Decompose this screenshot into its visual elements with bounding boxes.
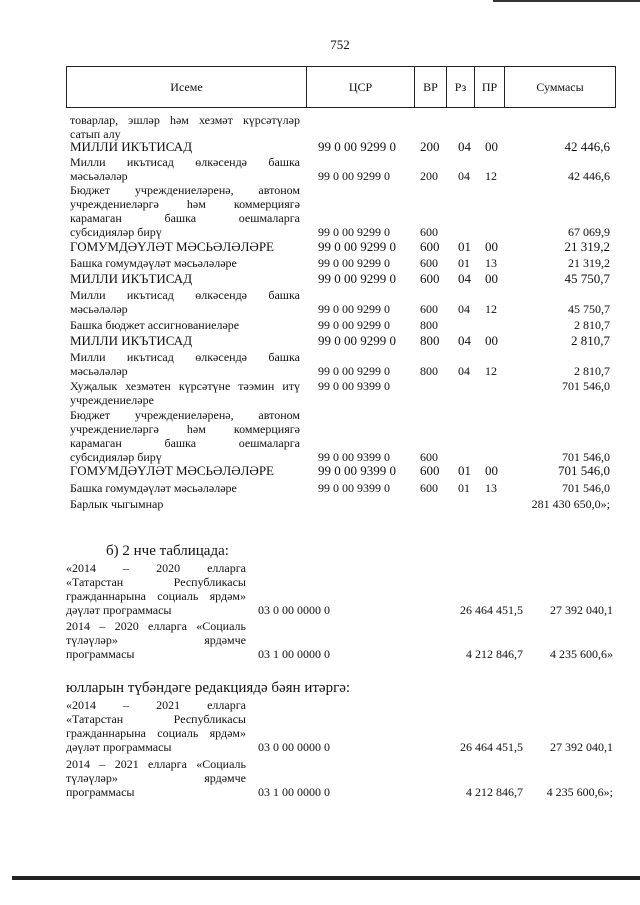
row-sum: 2 810,7 [571, 333, 610, 348]
row-name [70, 497, 300, 511]
row-name-line: Башка бюджет ассигнованиеләре [70, 318, 240, 332]
row-vr: 600 [420, 450, 438, 464]
row-vr: 800 [420, 364, 438, 378]
row-csr: 99 0 00 9399 0 [318, 379, 390, 393]
program-name-line: түләүләр» ярдәмче [66, 633, 246, 647]
row-sum: 2 810,7 [574, 318, 610, 332]
row-sum: 42 446,6 [568, 169, 610, 183]
row-name [70, 288, 300, 316]
row-sum: 42 446,6 [564, 139, 610, 154]
section-b-heading: б) 2 нче таблицада: [106, 543, 229, 559]
row-name-line: мәсьәләләр [70, 364, 128, 378]
row-csr: 99 0 00 9399 0 [318, 463, 396, 478]
row-csr: 99 0 00 9299 0 [318, 256, 390, 270]
row-sum: 2 810,7 [574, 364, 610, 378]
row-csr: 99 0 00 9299 0 [318, 225, 390, 239]
program-name-line: «2014 – 2021 елларга [66, 698, 246, 712]
row-rz: 04 [458, 302, 470, 316]
row-name-line: учреждениеләргә һәм коммерциягә [70, 197, 300, 211]
program-value-2014: 26 464 451,5 [460, 740, 523, 754]
top-edge-line [493, 0, 640, 2]
program-name-line: гражданнарына социаль ярдәм» [66, 726, 246, 740]
row-name [70, 155, 300, 183]
program-name-line: программасы [66, 785, 135, 799]
row-name [70, 379, 300, 407]
program-name-line: 2014 – 2021 елларга «Социаль [66, 757, 246, 771]
row-vr: 600 [420, 225, 438, 239]
row-name-line: учреждениеләргә һәм коммерциягә [70, 422, 300, 436]
page-number: 752 [330, 37, 350, 52]
row-name [70, 408, 300, 464]
row-pr: 00 [485, 333, 498, 348]
table-header [66, 66, 616, 108]
row-name [70, 272, 300, 286]
row-name-line: Хуҗалык хезмәтен күрсәтүне тәэмин итү [70, 379, 300, 393]
program-value-total: 4 235 600,6»; [546, 785, 613, 799]
row-name-line: ГОМУМДӘҮЛӘТ МӘСЬӘЛӘЛӘРЕ [70, 463, 274, 478]
row-name-line: ГОМУМДӘҮЛӘТ МӘСЬӘЛӘЛӘРЕ [70, 239, 274, 254]
program-value-total: 4 235 600,6» [550, 647, 613, 661]
row-pr: 00 [485, 271, 498, 286]
row-name [70, 464, 300, 478]
row-name-line: карамаган башка оешмаларга [70, 436, 300, 450]
row-sum: 67 069,9 [568, 225, 610, 239]
program-name-line: түләүләр» ярдәмче [66, 771, 246, 785]
row-name-line: МИЛЛИ ИКЪТИСАД [70, 333, 193, 348]
row-pr: 12 [485, 169, 497, 183]
program-value-total: 27 392 040,1 [550, 603, 613, 617]
row-name-line: Милли икътисад өлкәсендә башка [70, 350, 300, 364]
program-value-2014: 26 464 451,5 [460, 603, 523, 617]
header-name: Исеме [67, 67, 307, 107]
row-name-line: Барлык чыгымнар [70, 497, 164, 511]
row-name-line: МИЛЛИ ИКЪТИСАД [70, 271, 193, 286]
row-sum: 701 546,0 [562, 379, 610, 393]
row-rz: 04 [458, 169, 470, 183]
bottom-edge-band [12, 876, 640, 880]
program-name-line: дәүләт программасы [66, 603, 172, 617]
row-csr: 99 0 00 9299 0 [318, 364, 390, 378]
row-pr: 13 [485, 481, 497, 495]
header-sum: Суммасы [536, 80, 584, 94]
row-vr: 800 [420, 333, 440, 348]
row-pr: 12 [485, 364, 497, 378]
row-sum: 45 750,7 [564, 271, 610, 286]
row-name-line: МИЛЛИ ИКЪТИСАД [70, 139, 193, 154]
row-csr: 99 0 00 9299 0 [318, 239, 396, 254]
program-name-line: «Татарстан Республикасы [66, 712, 246, 726]
program-name-line: программасы [66, 647, 135, 661]
row-rz: 04 [458, 271, 471, 286]
program-code: 03 0 00 0000 0 [258, 603, 330, 617]
header-pr: ПР [475, 67, 505, 107]
program-name [66, 619, 246, 661]
row-name [70, 318, 300, 332]
row-name [70, 140, 300, 154]
row-vr: 200 [420, 169, 438, 183]
header-rz: Рз [447, 67, 475, 107]
row-sum: 701 546,0 [562, 450, 610, 464]
row-sum: 281 430 650,0»; [531, 497, 610, 511]
row-name-line: субсидияләр бирү [70, 225, 162, 239]
row-pr: 13 [485, 256, 497, 270]
row-rz: 04 [458, 364, 470, 378]
row-name-line: мәсьәләләр [70, 169, 128, 183]
row-vr: 600 [420, 271, 440, 286]
row-rz: 01 [458, 463, 471, 478]
row-rz: 04 [458, 333, 471, 348]
row-sum: 701 546,0 [562, 481, 610, 495]
row-sum: 21 319,2 [564, 239, 610, 254]
row-name-line: Милли икътисад өлкәсендә башка [70, 288, 300, 302]
row-pr: 00 [485, 139, 498, 154]
row-pr: 00 [485, 463, 498, 478]
row-vr: 600 [420, 463, 440, 478]
row-name-line: субсидияләр бирү [70, 450, 162, 464]
row-csr: 99 0 00 9299 0 [318, 139, 396, 154]
row-csr: 99 0 00 9399 0 [318, 450, 390, 464]
row-sum: 701 546,0 [558, 463, 610, 478]
row-name [70, 113, 300, 141]
program-code: 03 1 00 0000 0 [258, 647, 330, 661]
program-name-line: «Татарстан Республикасы [66, 575, 246, 589]
row-name-line: Башка гомумдәүләт мәсьәләләре [70, 256, 237, 270]
row-csr: 99 0 00 9299 0 [318, 169, 390, 183]
row-name [70, 183, 300, 239]
row-vr: 600 [420, 302, 438, 316]
row-name-line: товарлар, эшләр һәм хезмәт күрсәтүләр [70, 113, 300, 127]
program-name-line: «2014 – 2020 елларга [66, 561, 246, 575]
program-name-line: гражданнарына социаль ярдәм» [66, 589, 246, 603]
program-code: 03 0 00 0000 0 [258, 740, 330, 754]
row-csr: 99 0 00 9399 0 [318, 481, 390, 495]
row-rz: 01 [458, 481, 470, 495]
row-csr: 99 0 00 9299 0 [318, 318, 390, 332]
row-name-line: сатып алу [70, 127, 121, 141]
row-name-line: Бюджет учреждениеләренә, автоном [70, 183, 300, 197]
header-csr: ЦСР [307, 67, 415, 107]
row-vr: 600 [420, 256, 438, 270]
header-vr: ВР [415, 67, 447, 107]
row-name [70, 350, 300, 378]
row-pr: 00 [485, 239, 498, 254]
row-name-line: Башка гомумдәүләт мәсьәләләре [70, 481, 237, 495]
row-vr: 200 [420, 139, 440, 154]
row-pr: 12 [485, 302, 497, 316]
program-name [66, 561, 246, 617]
row-sum: 45 750,7 [568, 302, 610, 316]
row-name [70, 240, 300, 254]
program-name [66, 698, 246, 754]
row-vr: 800 [420, 318, 438, 332]
row-name-line: Милли икътисад өлкәсендә башка [70, 155, 300, 169]
row-sum: 21 319,2 [568, 256, 610, 270]
row-rz: 04 [458, 139, 471, 154]
row-rz: 01 [458, 256, 470, 270]
program-value-2014: 4 212 846,7 [466, 647, 523, 661]
row-name-line: мәсьәләләр [70, 302, 128, 316]
program-value-2014: 4 212 846,7 [466, 785, 523, 799]
row-csr: 99 0 00 9299 0 [318, 271, 396, 286]
row-name [70, 256, 300, 270]
row-name-line: учреждениеләре [70, 393, 154, 407]
row-name [70, 481, 300, 495]
program-value-total: 27 392 040,1 [550, 740, 613, 754]
row-vr: 600 [420, 481, 438, 495]
program-name-line: 2014 – 2020 елларга «Социаль [66, 619, 246, 633]
program-code: 03 1 00 0000 0 [258, 785, 330, 799]
row-name [70, 334, 300, 348]
section-c-heading: юлларын түбәндәге редакциядә бәян итәргә: [66, 680, 351, 696]
row-name-line: карамаган башка оешмаларга [70, 211, 300, 225]
row-csr: 99 0 00 9299 0 [318, 302, 390, 316]
row-csr: 99 0 00 9299 0 [318, 333, 396, 348]
row-vr: 600 [420, 239, 440, 254]
row-name-line: Бюджет учреждениеләренә, автоном [70, 408, 300, 422]
program-name-line: дәүләт программасы [66, 740, 172, 754]
row-rz: 01 [458, 239, 471, 254]
program-name [66, 757, 246, 799]
